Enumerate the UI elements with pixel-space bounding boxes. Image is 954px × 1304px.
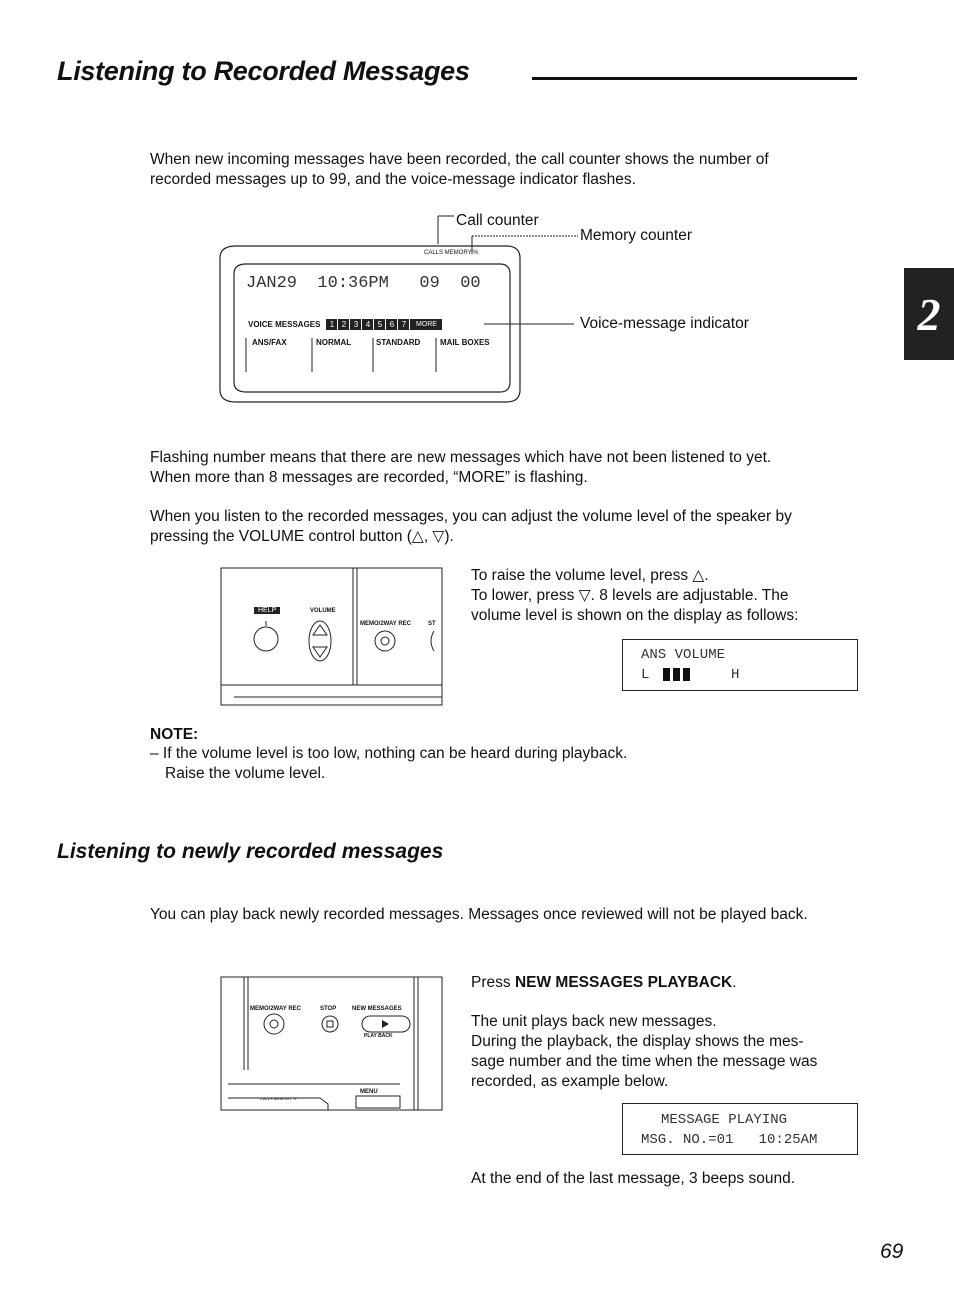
message-display-line1: MESSAGE PLAYING (661, 1112, 788, 1128)
raise-lower-paragraph: To raise the volume level, press △. To lower, press ▽. 8 levels are adjustable. The volume level is shown on the display as follows: (471, 567, 799, 624)
vm-number: 7 (398, 319, 409, 330)
new-messages-playback-button-name: NEW MESSAGES PLAYBACK (514, 974, 733, 991)
mode-normal: NORMAL (316, 338, 352, 347)
vm-number: 4 (362, 319, 373, 330)
mode-standard: STANDARD (376, 338, 421, 347)
vm-number: 3 (350, 319, 361, 330)
display-outline (216, 210, 776, 410)
press-instruction: Press NEW MESSAGES PLAYBACK. (471, 974, 737, 991)
voice-messages-label: VOICE MESSAGES (248, 320, 321, 329)
volume-display (622, 639, 858, 691)
message-display-line2: MSG. NO.=01 10:25AM (641, 1132, 818, 1148)
vmi-label: Voice-message indicator (580, 315, 749, 332)
lcd-date-time: JAN29 10:36PM 09 00 (246, 274, 481, 293)
call-counter-label: Call counter (456, 212, 539, 229)
page-title: Listening to Recorded Messages (57, 56, 470, 86)
mode-mailboxes: MAIL BOXES (440, 338, 490, 347)
volume-level-bars (663, 668, 690, 681)
playback-paragraph: The unit plays back new messages. During the playback, the display shows the mes- sage number and the time when the message was recorded, as example below. (471, 1013, 818, 1090)
vm-number: 1 (326, 319, 337, 330)
note-line-2: Raise the volume level. (165, 765, 326, 782)
note-line-1: – If the volume level is too low, nothing can be heard during playback. (150, 745, 628, 762)
end-note: At the end of the last message, 3 beeps sound. (471, 1170, 795, 1187)
calls-memory-caption: CALLS MEMORY % (424, 250, 479, 256)
section-intro: You can play back newly recorded messages. Messages once reviewed will not be played back. (150, 906, 808, 923)
flash-paragraph: Flashing number means that there are new messages which have not been listened to yet. When more than 8 messages are recorded, “MORE” is flashing. (150, 449, 772, 486)
playback-button-figure (220, 976, 444, 1112)
note-heading: NOTE: (150, 726, 199, 743)
display-figure (216, 210, 776, 410)
volume-figure-drawing (220, 567, 444, 707)
memory-counter-label: Memory counter (580, 227, 692, 244)
stop-label: STOP (320, 1006, 337, 1012)
volume-low-label: L (641, 667, 650, 683)
volume-bar (673, 668, 680, 681)
new-messages-label: NEW MESSAGES (352, 1006, 402, 1012)
volume-paragraph: When you listen to the recorded messages, you can adjust the volume level of the speaker by pressing the VOLUME control button (△, ▽). (150, 508, 792, 545)
mode-ansfax: ANS/FAX (252, 338, 287, 347)
vm-number: 5 (374, 319, 385, 330)
vm-number: 6 (386, 319, 397, 330)
memo-rec-label: MEMO/2WAY REC (360, 621, 412, 627)
section-title: Listening to newly recorded messages (57, 840, 444, 863)
voice-message-row (248, 319, 443, 330)
volume-button-figure (220, 567, 444, 707)
volume-bar (683, 668, 690, 681)
help-button-label: HELP (254, 607, 280, 614)
vm-number: 2 (338, 319, 349, 330)
chapter-tab: 2 (904, 268, 954, 360)
volume-display-line1: ANS VOLUME (641, 647, 726, 663)
message-display (622, 1103, 858, 1155)
vm-more: MORE (410, 319, 442, 330)
calls-memory-caption: CALLS MEMORY % (260, 1096, 297, 1101)
play-back-label: PLAY BACK (364, 1033, 393, 1039)
volume-button-label: VOLUME (310, 608, 336, 614)
intro-paragraph: When new incoming messages have been recorded, the call counter shows the number of recorded messages up to 99, and the voice-message indicator flashes. (150, 151, 769, 188)
playback-figure-drawing (220, 976, 444, 1112)
volume-bar (663, 668, 670, 681)
menu-label: MENU (360, 1089, 378, 1095)
title-rule (532, 77, 857, 80)
volume-high-label: H (731, 667, 740, 683)
st-label: ST (428, 621, 436, 627)
memo-rec-label: MEMO/2WAY REC (250, 1006, 302, 1012)
page-number: 69 (880, 1240, 904, 1263)
